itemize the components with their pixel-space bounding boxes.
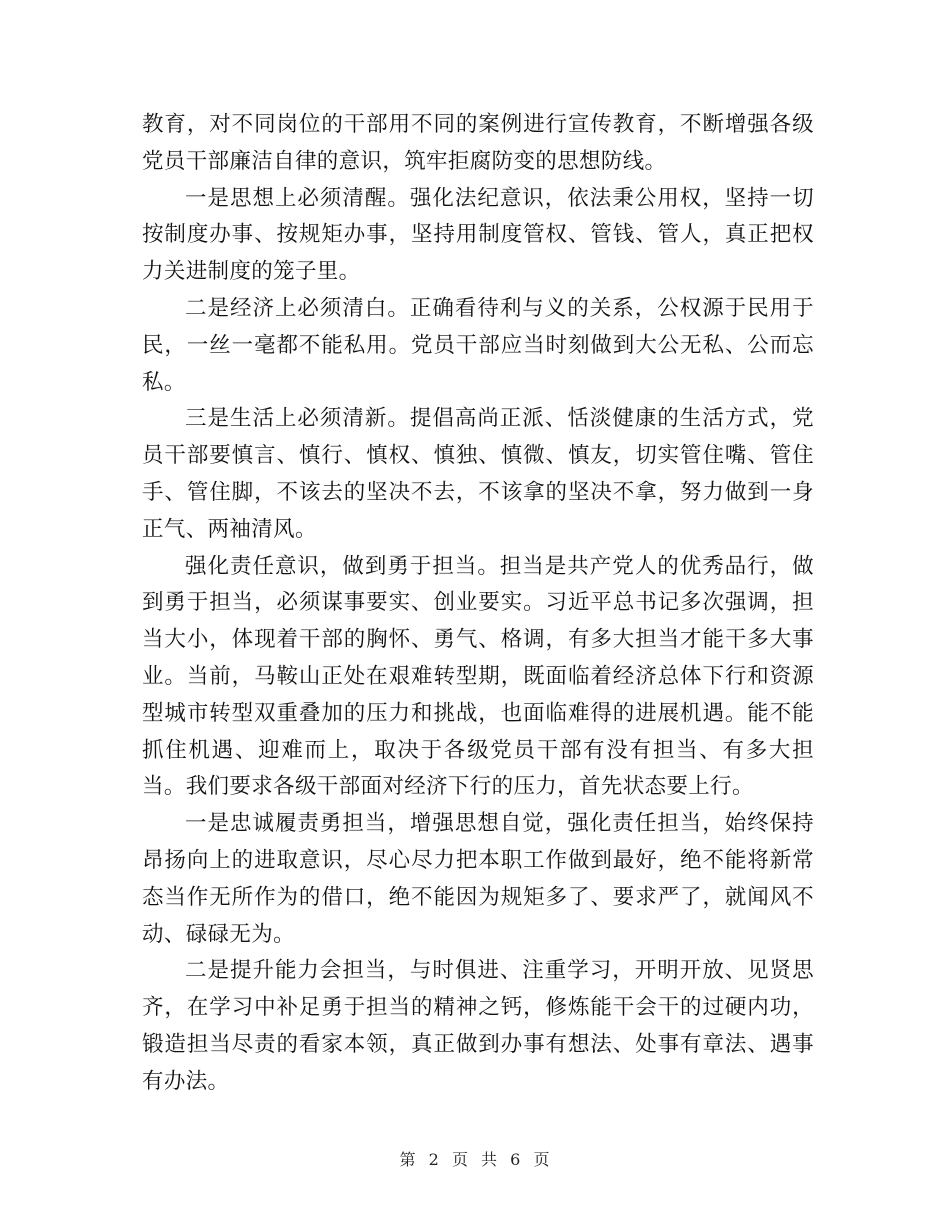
footer-label-unit-end: 页	[533, 1150, 551, 1169]
footer-label-page: 第	[399, 1150, 417, 1169]
footer-total-pages: 6	[510, 1150, 522, 1169]
paragraph-continuation: 教育，对不同岗位的干部用不同的案例进行宣传教育，不断增强各级党员干部廉洁自律的意识，筑牢拒腐防变的思想防线。	[142, 112, 814, 174]
footer-label-total: 共	[481, 1150, 499, 1169]
paragraph-loyal-duty: 一是忠诚履责勇担当，增强思想自觉，强化责任担当，始终保持昂扬向上的进取意识，尽心尽力把本职工作做到最好，绝不能将新常态当作无所作为的借口，绝不能因为规矩多了、要求严了，就闻风不动、碌碌无为。	[142, 811, 814, 947]
paragraph-life-fresh: 三是生活上必须清新。提倡高尚正派、恬淡健康的生活方式，党员干部要慎言、慎行、慎权、慎独、慎微、慎友，切实管住嘴、管住手、管住脚，不该去的坚决不去，不该拿的坚决不拿，努力做到一身正气、两袖清风。	[142, 406, 814, 542]
paragraph-ability: 二是提升能力会担当，与时俱进、注重学习，开明开放、见贤思齐，在学习中补足勇于担当的精神之钙，修炼能干会干的过硬内功，锻造担当尽责的看家本领，真正做到办事有想法、处事有章法、遇事有办法。	[142, 958, 814, 1094]
footer-label-unit: 页	[451, 1150, 469, 1169]
paragraph-economy-clean: 二是经济上必须清白。正确看待利与义的关系，公权源于民用于民，一丝一毫都不能私用。党员干部应当时刻做到大公无私、公而忘私。	[142, 295, 814, 395]
paragraph-thought-clear: 一是思想上必须清醒。强化法纪意识，依法秉公用权，坚持一切按制度办事、按规矩办事，坚持用制度管权、管钱、管人，真正把权力关进制度的笼子里。	[142, 185, 814, 285]
document-body	[142, 107, 814, 1101]
footer-current-page: 2	[428, 1150, 440, 1169]
page-footer	[0, 1150, 950, 1170]
paragraph-responsibility: 强化责任意识，做到勇于担当。担当是共产党人的优秀品行，做到勇于担当，必须谋事要实、创业要实。习近平总书记多次强调，担当大小，体现着干部的胸怀、勇气、格调，有多大担当才能干多大事业。当前，马鞍山正处在艰难转型期，既面临着经济总体下行和资源型城市转型双重叠加的压力和挑战，也面临难得的进展机遇。能不能抓住机遇、迎难而上，取决于各级党员干部有没有担当、有多大担当。我们要求各级干部面对经济下行的压力，首先状态要上行。	[142, 553, 814, 800]
